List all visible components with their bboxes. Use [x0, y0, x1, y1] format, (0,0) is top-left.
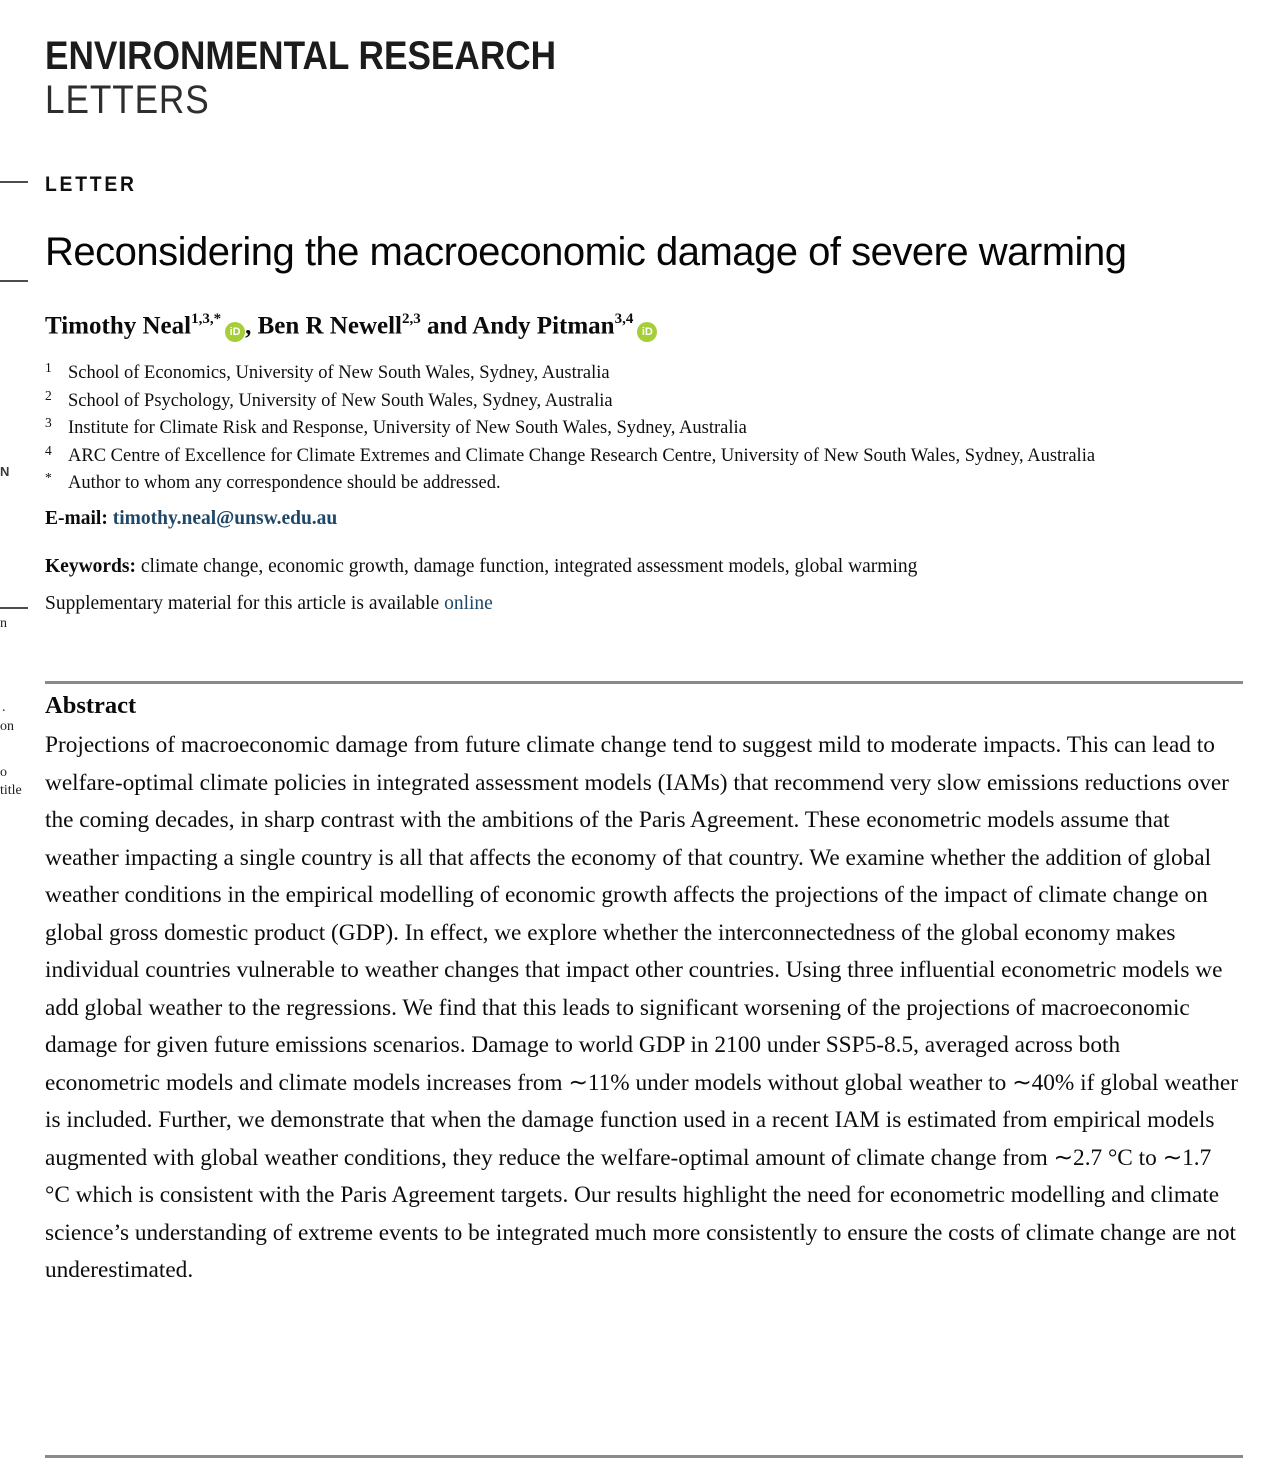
orcid-icon-text: iD [229, 326, 241, 339]
journal-name-line2: LETTERS [45, 78, 210, 122]
affiliation-marker: 1 [45, 360, 52, 375]
keywords-line [45, 556, 917, 578]
affiliation-text: ARC Centre of Excellence for Climate Extremes and Climate Change Research Centre, University of New South Wales, Sydney, Australia [68, 445, 1096, 466]
orcid-icon[interactable] [637, 322, 657, 342]
supplementary-online-link[interactable]: online [444, 593, 493, 614]
margin-divider-fragment [0, 181, 28, 183]
author-affil-superscript: 2,3 [402, 311, 421, 327]
email-link[interactable]: timothy.neal@unsw.edu.au [112, 508, 338, 529]
keywords-text: climate change, economic growth, damage function, integrated assessment models, global warming [140, 556, 918, 577]
affiliation-marker: 4 [45, 442, 52, 458]
article-type-label: LETTER [45, 173, 137, 196]
margin-text-fragment: N [0, 464, 10, 479]
email-line [45, 508, 337, 530]
affiliation-text: School of Economics, University of New South Wales, Sydney, Australia [68, 363, 610, 383]
affiliation-item [45, 360, 1240, 388]
affiliation-marker: 3 [45, 415, 52, 430]
journal-name-line1: ENVIRONMENTAL RESEARCH [45, 34, 557, 78]
journal-logo [45, 34, 556, 122]
author-affil-superscript: 1,3,* [191, 311, 222, 327]
affiliation-marker: 2 [45, 387, 52, 403]
abstract-heading: Abstract [45, 692, 137, 719]
margin-text-fragment: on [0, 719, 14, 734]
orcid-icon-text: iD [641, 326, 653, 339]
abstract-body: Projections of macroeconomic damage from future climate change tend to suggest mild to moderate impacts. This can lead to welfare-optimal climate policies in integrated assessment models (IAMs) that recommend very slow emissions reductions over the coming decades, in sharp contrast with the ambitions of the Paris Agreement. These econometric models assume that weather impacting a single country is all that affects the economy of that country. We examine whether the addition of global weather conditions in the empirical modelling of economic growth affects the projections of the impact of climate change on global gross domestic product (GDP). In effect, we explore whether the interconnectedness of the global economy makes individual countries vulnerable to weather changes that impact other countries. Using three influential econometric models we add global weather to the regressions. We find that this leads to significant worsening of the projections of macroeconomic damage for given future emissions scenarios. Damage to world GDP in 2100 under SSP5-8.5, averaged across both econometric models and climate models increases from ∼11% under models without global weather to ∼40% if global weather is included. Further, we demonstrate that when the damage function used in a recent IAM is estimated from empirical models augmented with global weather conditions, they reduce the welfare-optimal amount of climate change from ∼2.7 °C to ∼1.7 °C which is consistent with the Paris Agreement targets. Our results highlight the need for econometric modelling and climate science’s understanding of extreme events to be integrated much more consistently to ensure the costs of climate change are not underestimated. [45, 732, 1238, 1283]
author-separator: , [245, 312, 258, 340]
affiliation-list [45, 360, 1240, 498]
author-name: Andy Pitman [472, 312, 615, 340]
orcid-icon[interactable] [225, 322, 245, 342]
affiliation-text: School of Psychology, University of New South Wales, Sydney, Australia [68, 390, 613, 411]
author-line [45, 312, 657, 342]
article-title: Reconsidering the macroeconomic damage of severe warming [45, 230, 1127, 274]
abstract-bottom-rule [45, 1455, 1243, 1458]
supplementary-text: Supplementary material for this article is available [45, 593, 445, 614]
author-name: Ben R Newell [257, 312, 402, 340]
affiliation-text: Institute for Climate Risk and Response, University of New South Wales, Sydney, Australia [68, 418, 747, 438]
affiliation-item [45, 415, 1240, 443]
margin-text-fragment: title [0, 783, 22, 798]
margin-text-fragment: . [2, 700, 6, 715]
affiliation-item [45, 470, 1240, 498]
margin-text-fragment: o [0, 765, 7, 780]
abstract-top-rule [45, 681, 1243, 684]
affiliation-marker: * [45, 470, 52, 485]
affiliation-item [45, 388, 1240, 416]
affiliation-item [45, 443, 1240, 471]
keywords-label: Keywords: [45, 556, 141, 577]
margin-divider-fragment [0, 280, 28, 282]
supplementary-line [45, 593, 493, 615]
email-label: E-mail: [45, 508, 113, 529]
author-separator: and [420, 312, 473, 340]
affiliation-text: Author to whom any correspondence should be addressed. [68, 473, 501, 493]
author-affil-superscript: 3,4 [614, 311, 634, 327]
margin-divider-fragment [0, 607, 28, 609]
margin-text-fragment: n [0, 616, 7, 631]
author-name: Timothy Neal [45, 312, 192, 340]
